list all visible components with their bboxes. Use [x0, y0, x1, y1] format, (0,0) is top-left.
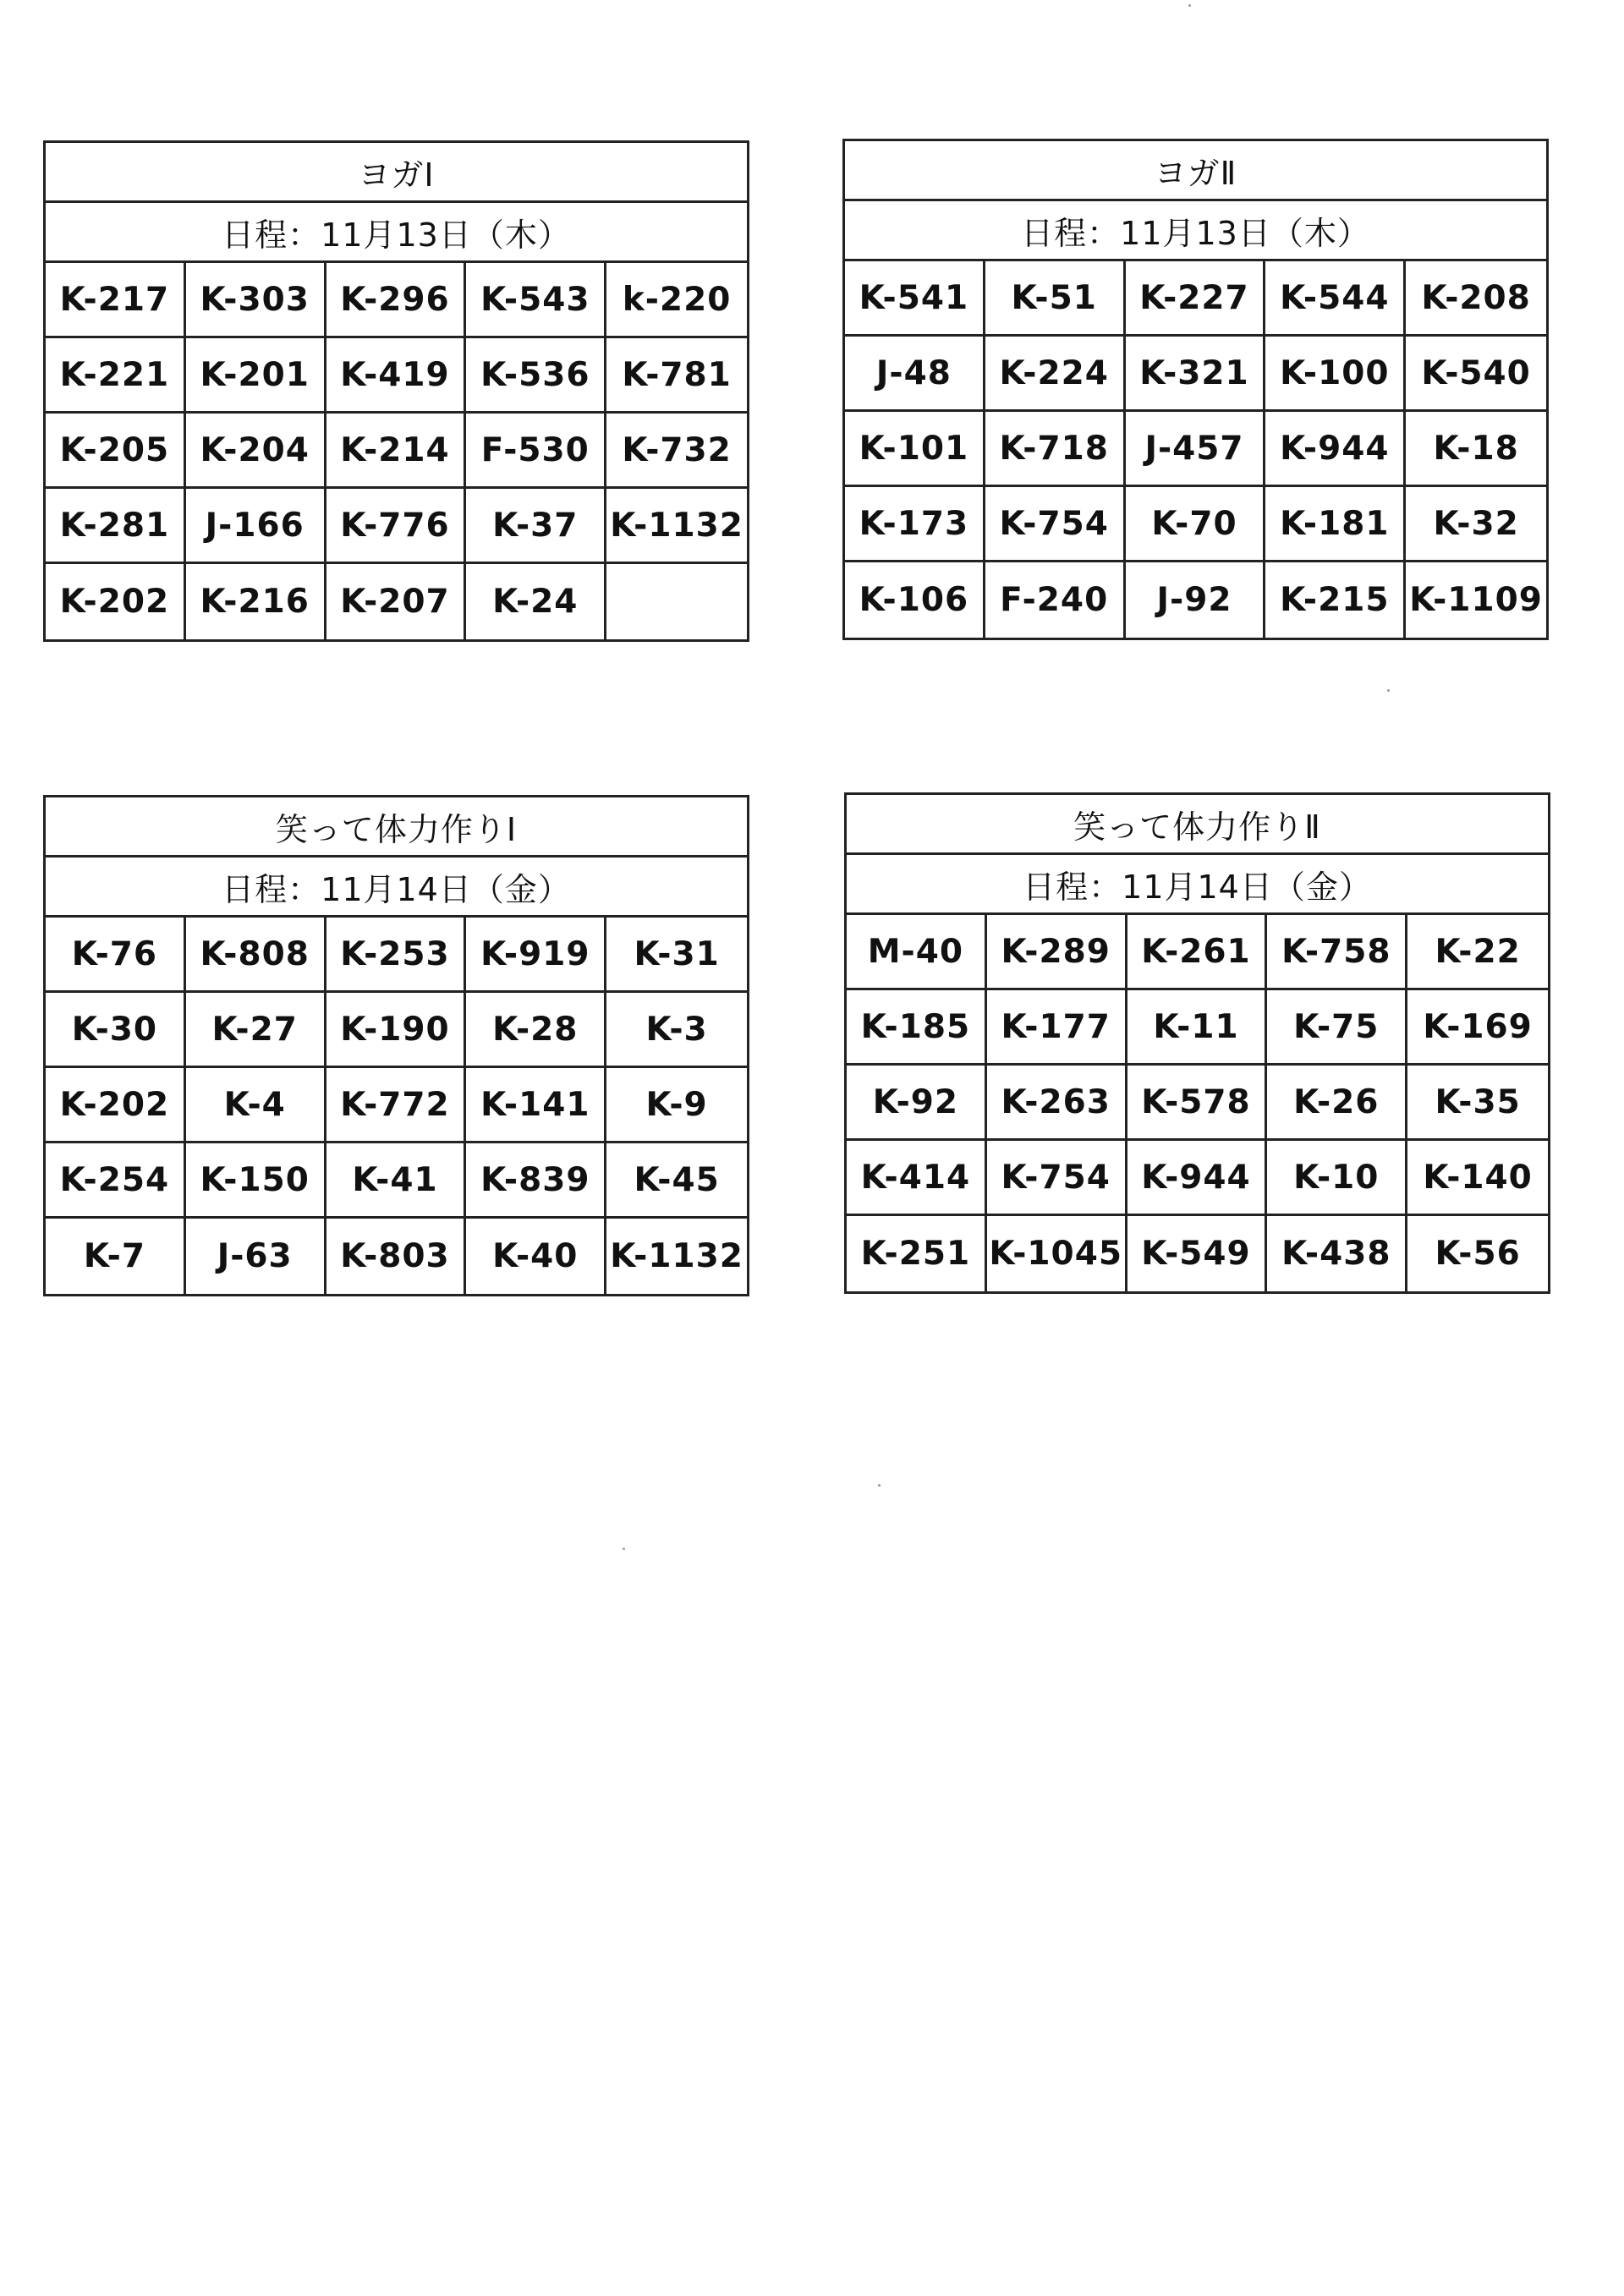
scan-speck [1188, 4, 1191, 7]
class-table-yoga-2 [842, 139, 1549, 640]
class-title: ヨガⅡ [845, 141, 1546, 201]
participant-id-cell: K-541 [845, 261, 985, 337]
participant-id-cell: K-215 [1265, 562, 1406, 638]
participant-id-cell: F-530 [466, 414, 606, 489]
participant-id-cell: K-321 [1126, 337, 1266, 412]
participant-id-cell: K-51 [985, 261, 1126, 337]
participant-id-cell: K-221 [46, 338, 186, 414]
participant-grid-yoga-2 [845, 261, 1546, 638]
schedule-date: 日程：11月14日（金） [847, 855, 1548, 915]
participant-id-cell: J-92 [1126, 562, 1266, 638]
participant-id-cell: K-3 [606, 993, 747, 1068]
participant-id-cell: K-803 [326, 1219, 467, 1294]
participant-id-cell: K-839 [466, 1143, 606, 1219]
class-title: 笑って体力作りⅠ [46, 797, 747, 858]
participant-id-cell: K-772 [326, 1068, 467, 1143]
participant-id-cell: K-22 [1407, 915, 1548, 990]
participant-id-cell: K-758 [1267, 915, 1407, 990]
participant-id-cell: K-944 [1127, 1141, 1268, 1216]
schedule-date: 日程：11月13日（木） [845, 201, 1546, 261]
participant-id-cell: K-808 [186, 918, 326, 993]
participant-id-cell: J-48 [845, 337, 985, 412]
participant-id-cell: K-70 [1126, 487, 1266, 562]
participant-id-cell: k-220 [606, 263, 747, 338]
class-table-yoga-1 [43, 140, 749, 642]
participant-id-cell: K-140 [1407, 1141, 1548, 1216]
participant-id-cell: K-76 [46, 918, 186, 993]
participant-id-cell: K-1132 [606, 489, 747, 564]
scan-speck [878, 1484, 881, 1487]
participant-id-cell: K-578 [1127, 1066, 1268, 1141]
class-table-laughter-fitness-2 [844, 792, 1550, 1294]
participant-id-cell: K-296 [326, 263, 467, 338]
participant-id-cell: K-141 [466, 1068, 606, 1143]
participant-id-cell: K-544 [1265, 261, 1406, 337]
participant-id-cell: K-150 [186, 1143, 326, 1219]
participant-id-cell: K-190 [326, 993, 467, 1068]
participant-id-cell: K-944 [1265, 412, 1406, 487]
participant-id-cell: K-253 [326, 918, 467, 993]
participant-id-cell: K-37 [466, 489, 606, 564]
participant-id-cell: K-7 [46, 1219, 186, 1294]
participant-grid-laughter-fitness-2 [847, 915, 1548, 1291]
participant-grid-laughter-fitness-1 [46, 918, 747, 1294]
participant-id-cell: J-457 [1126, 412, 1266, 487]
schedule-date: 日程：11月14日（金） [46, 858, 747, 918]
participant-id-cell: K-419 [326, 338, 467, 414]
participant-id-cell: K-263 [987, 1066, 1127, 1141]
participant-id-cell: K-281 [46, 489, 186, 564]
participant-id-cell: K-208 [1406, 261, 1546, 337]
participant-id-cell: K-28 [466, 993, 606, 1068]
participant-id-cell: K-438 [1267, 1216, 1407, 1291]
participant-id-cell: K-754 [987, 1141, 1127, 1216]
class-table-laughter-fitness-1 [43, 795, 749, 1296]
participant-id-cell: K-536 [466, 338, 606, 414]
participant-id-cell: F-240 [985, 562, 1126, 638]
participant-id-cell: K-754 [985, 487, 1126, 562]
participant-id-cell: K-919 [466, 918, 606, 993]
participant-id-cell: M-40 [847, 915, 987, 990]
participant-id-cell: K-31 [606, 918, 747, 993]
participant-id-cell: J-63 [186, 1219, 326, 1294]
participant-id-cell: K-289 [987, 915, 1127, 990]
participant-id-cell: K-303 [186, 263, 326, 338]
class-title: ヨガⅠ [46, 143, 747, 203]
participant-id-cell: K-214 [326, 414, 467, 489]
participant-id-cell: K-1045 [987, 1216, 1127, 1291]
participant-id-cell: K-414 [847, 1141, 987, 1216]
scan-speck [1387, 689, 1390, 692]
participant-id-cell: K-45 [606, 1143, 747, 1219]
participant-id-cell: K-227 [1126, 261, 1266, 337]
participant-id-cell: K-718 [985, 412, 1126, 487]
participant-id-cell: K-9 [606, 1068, 747, 1143]
schedule-date: 日程：11月13日（木） [46, 203, 747, 263]
participant-id-cell: K-177 [987, 990, 1127, 1066]
participant-id-cell: K-181 [1265, 487, 1406, 562]
participant-id-cell: K-185 [847, 990, 987, 1066]
participant-id-cell: K-1132 [610, 1237, 743, 1275]
participant-id-cell: K-205 [46, 414, 186, 489]
participant-id-cell: K-216 [186, 564, 326, 639]
participant-id-cell: K-75 [1267, 990, 1407, 1066]
participant-id-cell: K-202 [46, 1068, 186, 1143]
participant-id-cell: K-32 [1406, 487, 1546, 562]
participant-id-cell: K-24 [466, 564, 606, 639]
class-title: 笑って体力作りⅡ [847, 795, 1548, 855]
participant-id-cell: K-100 [1265, 337, 1406, 412]
participant-id-cell: K-204 [186, 414, 326, 489]
participant-id-cell: K-35 [1407, 1066, 1548, 1141]
participant-id-cell: K-56 [1435, 1235, 1521, 1273]
participant-id-cell: K-549 [1127, 1216, 1268, 1291]
participant-id-cell: K-1109 [1409, 581, 1543, 619]
participant-id-cell: K-251 [847, 1216, 987, 1291]
participant-id-cell: K-543 [466, 263, 606, 338]
participant-id-cell: K-10 [1267, 1141, 1407, 1216]
participant-id-cell: K-40 [466, 1219, 606, 1294]
scan-speck [623, 1548, 625, 1550]
participant-id-cell: K-30 [46, 993, 186, 1068]
participant-grid-yoga-1 [46, 263, 747, 639]
participant-id-cell: K-776 [326, 489, 467, 564]
participant-id-cell: K-261 [1127, 915, 1268, 990]
participant-id-cell: K-202 [46, 564, 186, 639]
participant-id-cell: K-224 [985, 337, 1126, 412]
participant-id-cell: K-26 [1267, 1066, 1407, 1141]
participant-id-cell: K-41 [326, 1143, 467, 1219]
participant-id-cell: K-207 [326, 564, 467, 639]
participant-id-cell: K-169 [1407, 990, 1548, 1066]
participant-id-cell: K-27 [186, 993, 326, 1068]
participant-id-cell: K-201 [186, 338, 326, 414]
participant-id-cell: K-254 [46, 1143, 186, 1219]
participant-id-cell: K-18 [1406, 412, 1546, 487]
participant-id-cell: J-166 [186, 489, 326, 564]
participant-id-cell: K-173 [845, 487, 985, 562]
participant-id-cell: K-106 [845, 562, 985, 638]
participant-id-cell: K-92 [847, 1066, 987, 1141]
participant-id-cell: K-217 [46, 263, 186, 338]
empty-cell [606, 564, 747, 639]
participant-id-cell: K-540 [1406, 337, 1546, 412]
participant-id-cell: K-732 [606, 414, 747, 489]
participant-id-cell: K-781 [606, 338, 747, 414]
participant-id-cell: K-101 [845, 412, 985, 487]
participant-id-cell: K-4 [186, 1068, 326, 1143]
participant-id-cell: K-11 [1127, 990, 1268, 1066]
